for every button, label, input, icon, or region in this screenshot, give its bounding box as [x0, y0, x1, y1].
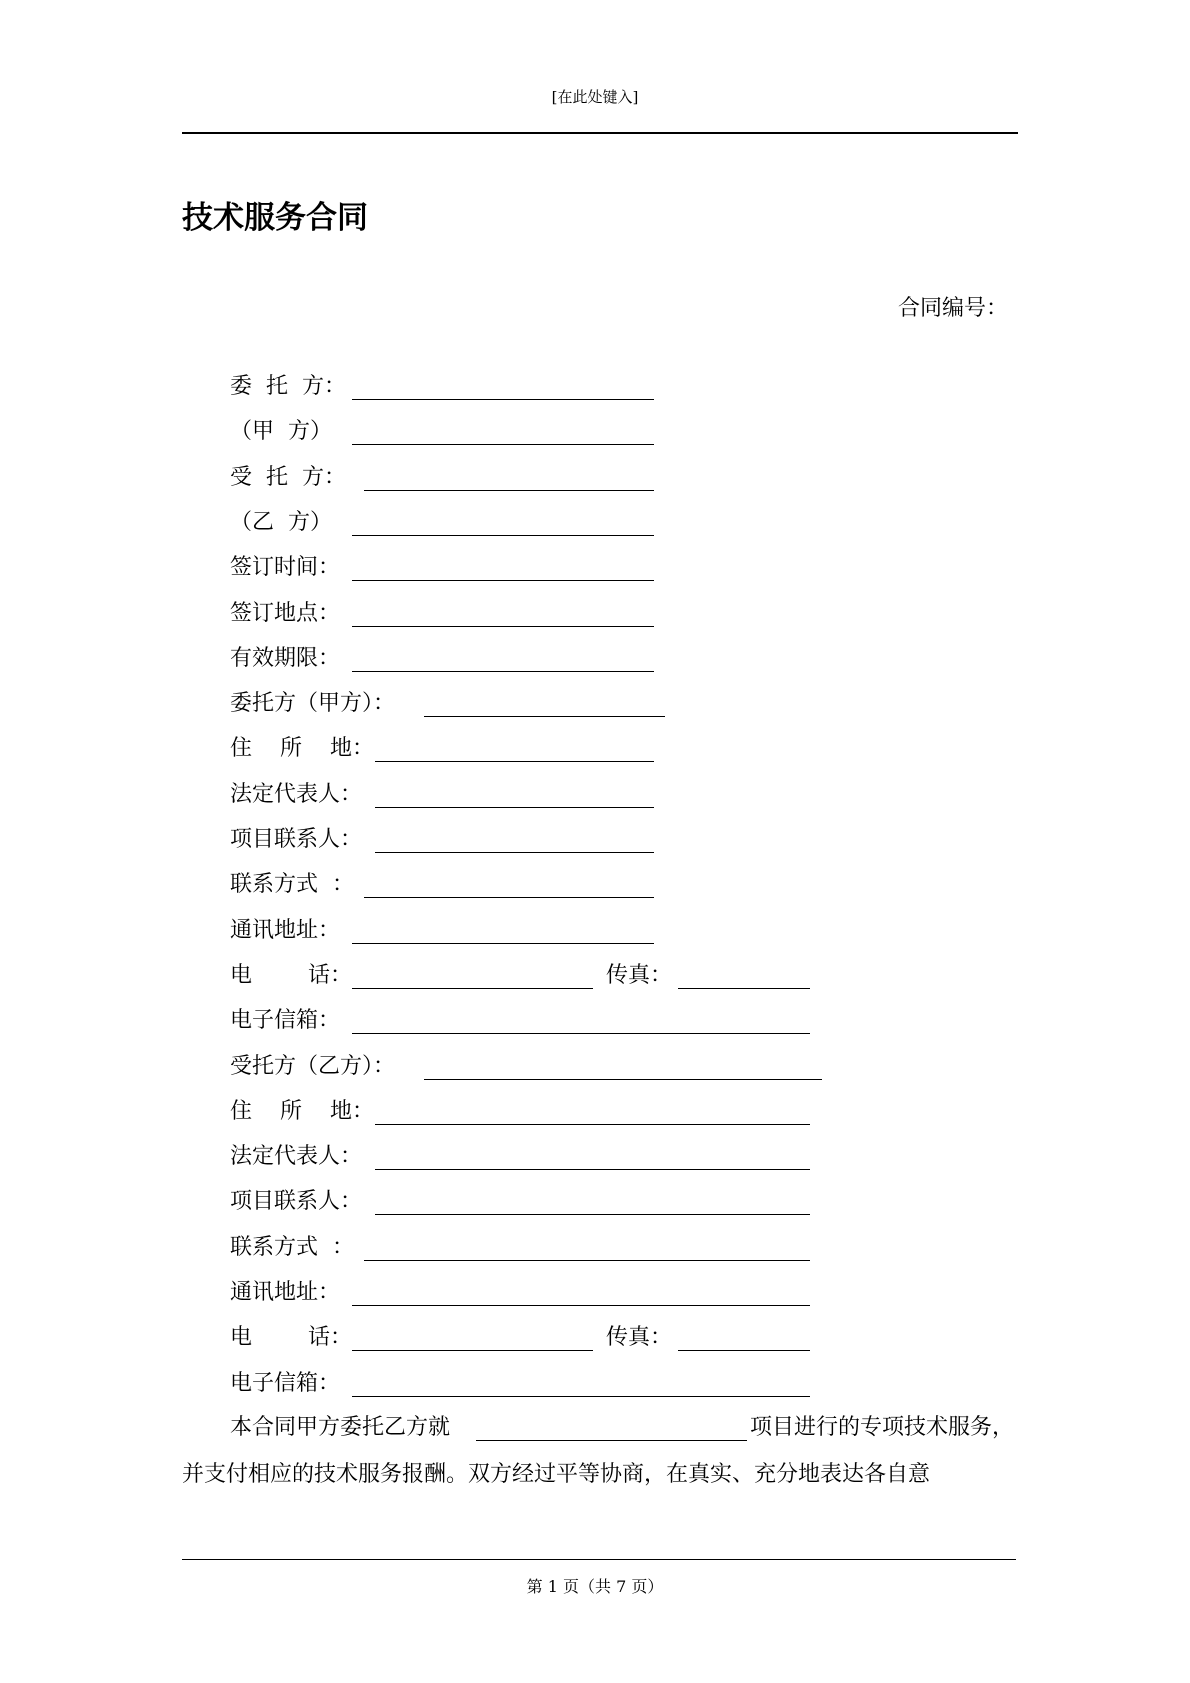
party-b-label: （乙 方）: [230, 509, 332, 535]
footer-rule: [182, 1559, 1016, 1560]
b-address-field[interactable]: [375, 1124, 810, 1125]
a-fax-field[interactable]: [678, 988, 810, 989]
contractor-party-b-field[interactable]: [424, 1079, 822, 1080]
page-number: 第 1 页（共 7 页）: [526, 1577, 664, 1596]
a-contact-field[interactable]: [375, 852, 654, 853]
a-legal-rep-field[interactable]: [375, 807, 654, 808]
b-email-field[interactable]: [352, 1396, 810, 1397]
a-address-field[interactable]: [375, 761, 654, 762]
b-fax-field[interactable]: [678, 1350, 810, 1351]
a-contact-label: 项目联系人：: [230, 827, 363, 852]
contractor-label: 受 托 方：: [230, 464, 346, 490]
sign-date-field[interactable]: [352, 580, 654, 581]
b-legal-rep-field[interactable]: [375, 1169, 810, 1170]
contractor-party-b-label: 受托方（乙方）：: [230, 1053, 396, 1079]
a-phone-field[interactable]: [352, 988, 593, 989]
a-contact-method-field[interactable]: [364, 897, 654, 898]
client-party-a-field[interactable]: [424, 716, 665, 717]
b-phone-field[interactable]: [352, 1350, 593, 1351]
b-contact-method-label: 联系方式 ：: [230, 1234, 354, 1260]
contract-number-label: 合同编号：: [898, 296, 1009, 321]
a-address-label: 住 所 地：: [230, 736, 374, 762]
b-address-label: 住 所 地：: [230, 1098, 374, 1124]
header-rule: [182, 132, 1018, 134]
a-phone-label: 电 话：: [230, 962, 352, 988]
b-email-label: 电子信箱：: [230, 1370, 341, 1396]
document-title: 技术服务合同: [182, 200, 368, 236]
b-mail-address-label: 通讯地址：: [230, 1280, 341, 1305]
b-contact-field[interactable]: [375, 1214, 810, 1215]
a-email-label: 电子信箱：: [230, 1008, 341, 1034]
b-phone-label: 电 话：: [230, 1325, 352, 1351]
b-contact-label: 项目联系人：: [230, 1189, 363, 1215]
client-label: 委 托 方：: [230, 374, 346, 399]
party-a-label: （甲 方）: [230, 419, 332, 445]
party-b-field[interactable]: [352, 535, 654, 536]
a-contact-method-label: 联系方式 ：: [230, 872, 354, 898]
header-placeholder[interactable]: [在此处键入]: [551, 88, 639, 106]
sign-date-label: 签订时间：: [230, 555, 341, 581]
b-legal-rep-label: 法定代表人：: [230, 1144, 363, 1170]
paragraph-line2: 并支付相应的技术服务报酬。双方经过平等协商，在真实、充分地表达各自意: [182, 1462, 931, 1487]
paragraph-line1-start: 本合同甲方委托乙方就: [230, 1415, 451, 1440]
a-email-field[interactable]: [352, 1033, 810, 1034]
b-contact-method-field[interactable]: [364, 1260, 810, 1261]
a-mail-address-label: 通讯地址：: [230, 917, 341, 943]
a-legal-rep-label: 法定代表人：: [230, 781, 363, 807]
paragraph-line1-end: 项目进行的专项技术服务，: [750, 1415, 1015, 1440]
b-mail-address-field[interactable]: [352, 1305, 810, 1306]
validity-label: 有效期限：: [230, 645, 341, 671]
contractor-field[interactable]: [364, 490, 654, 491]
validity-field[interactable]: [352, 671, 654, 672]
a-mail-address-field[interactable]: [352, 943, 654, 944]
party-a-field[interactable]: [352, 444, 654, 445]
a-fax-label: 传真：: [606, 962, 673, 988]
sign-place-field[interactable]: [352, 626, 654, 627]
project-name-blank[interactable]: [476, 1440, 747, 1441]
client-field[interactable]: [352, 399, 654, 400]
client-party-a-label: 委托方（甲方）：: [230, 691, 396, 717]
sign-place-label: 签订地点：: [230, 600, 341, 626]
b-fax-label: 传真：: [606, 1325, 673, 1351]
